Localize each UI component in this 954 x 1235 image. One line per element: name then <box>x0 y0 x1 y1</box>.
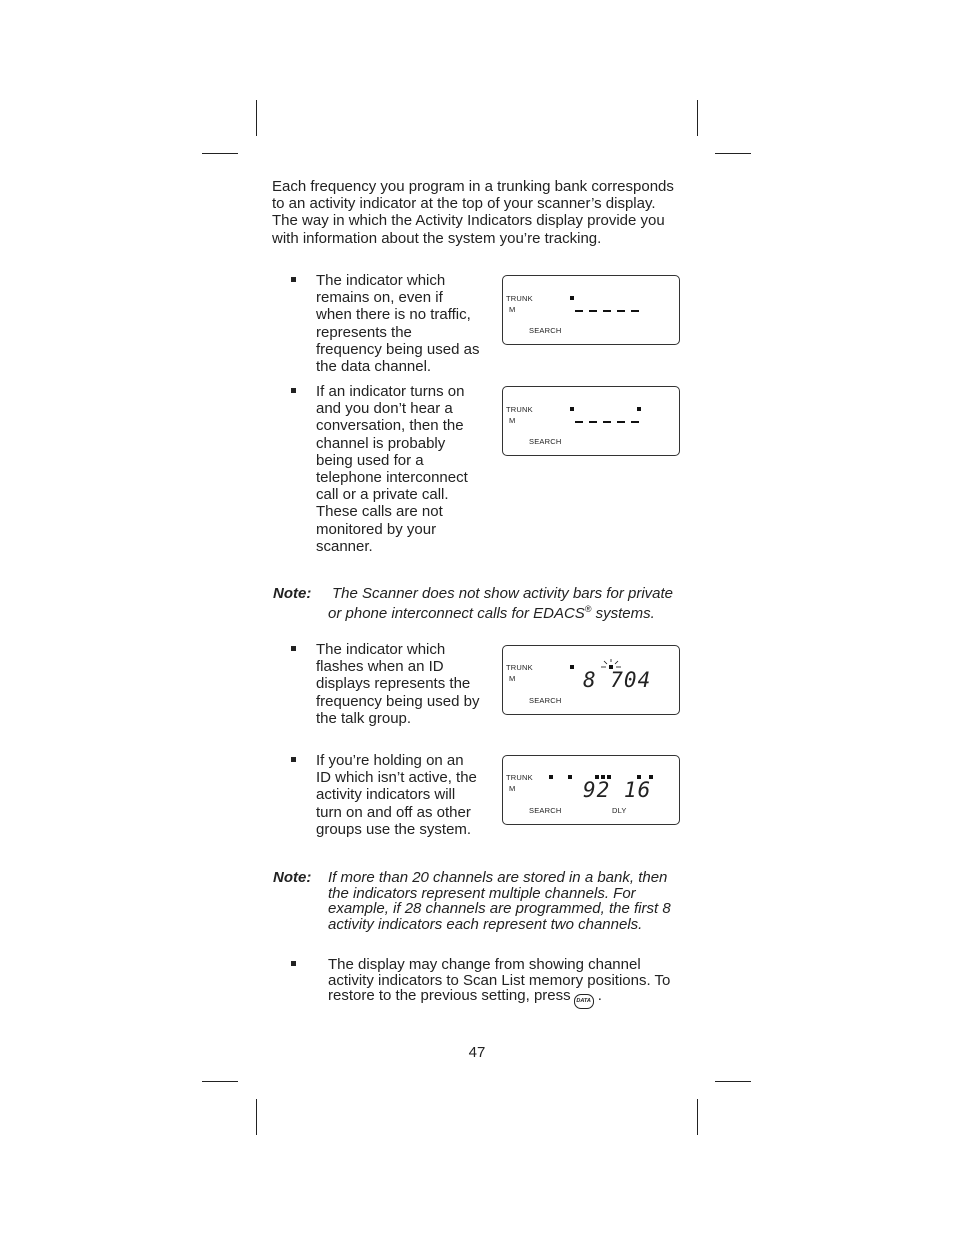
crop-mark <box>715 1081 751 1082</box>
note-label: Note: <box>273 585 312 602</box>
note-text-main: The Scanner does not show activity bars for private or phone interconnect calls for EDACS <box>328 585 674 622</box>
search-label: SEARCH <box>529 326 562 335</box>
bullet-marker <box>291 757 296 762</box>
bullet-marker <box>291 961 296 966</box>
registered-mark: ® <box>584 603 592 614</box>
crop-mark <box>697 1099 698 1135</box>
note-text <box>328 586 688 621</box>
bullet-marker <box>291 277 296 282</box>
note-channels <box>273 870 693 950</box>
crop-mark <box>697 100 698 136</box>
segment-dash <box>589 421 597 423</box>
activity-indicator <box>570 407 574 411</box>
bullet-marker <box>291 388 296 393</box>
search-label: SEARCH <box>529 437 562 446</box>
search-label: SEARCH <box>529 696 562 705</box>
activity-indicator <box>570 296 574 300</box>
lcd-id-digits: 92 16 <box>583 778 652 802</box>
trunk-label: TRUNK <box>506 663 533 672</box>
bullet-end-punct: . <box>597 987 602 1004</box>
activity-indicator <box>570 665 574 669</box>
delay-label: DLY <box>612 806 627 815</box>
segment-dash <box>617 310 625 312</box>
memory-label: M <box>509 305 516 314</box>
page-number: 47 <box>468 1044 486 1061</box>
note-text-end: systems. <box>591 604 655 622</box>
note-edacs <box>273 586 693 636</box>
segment-dash <box>617 421 625 423</box>
segment-dash <box>631 421 639 423</box>
segment-dash <box>575 310 583 312</box>
segment-dash <box>603 421 611 423</box>
intro-paragraph: Each frequency you program in a trunking bank corresponds to an activity indicator at the top of your scanner’s display. The way in which the Activity Indicators display provide you with information about the system you’re tracking. <box>272 178 674 247</box>
search-label: SEARCH <box>529 806 562 815</box>
segment-dash <box>575 421 583 423</box>
bullet-talk-group: The indicator which flashes when an ID displays represents the frequency being used by the talk group. <box>316 641 480 727</box>
bullet-holding-id: If you’re holding on an ID which isn’t active, the activity indicators will turn on and off as other groups use the system. <box>316 752 477 838</box>
bullet-scan-list <box>328 957 673 1009</box>
memory-label: M <box>509 416 516 425</box>
bullet-scan-list-text: The display may change from showing channel activity indicators to Scan List memory positions. To restore to the previous setting, press <box>328 956 671 1004</box>
trunk-label: TRUNK <box>506 773 533 782</box>
crop-mark <box>256 100 257 136</box>
crop-mark <box>715 153 751 154</box>
segment-dash <box>603 310 611 312</box>
lcd-display-talk-group <box>502 645 680 715</box>
trunk-label: TRUNK <box>506 405 533 414</box>
data-key-icon: DATA <box>574 994 594 1009</box>
memory-label: M <box>509 674 516 683</box>
activity-indicator <box>637 407 641 411</box>
crop-mark <box>256 1099 257 1135</box>
note-text: If more than 20 channels are stored in a bank, then the indicators represent multiple channels. For example, if 28 channels are programmed, the first 8 activity indicators each represent two channels. <box>328 869 671 933</box>
lcd-display-holding <box>502 755 680 825</box>
segment-dash <box>631 310 639 312</box>
bullet-data-channel: The indicator which remains on, even if when there is no traffic, represents the frequency being used as the data channel. <box>316 272 480 376</box>
lcd-display-private-call <box>502 386 680 456</box>
activity-indicator <box>549 775 553 779</box>
segment-dash <box>589 310 597 312</box>
lcd-id-digits: 8 704 <box>583 668 652 692</box>
lcd-display-data-channel <box>502 275 680 345</box>
crop-mark <box>202 153 238 154</box>
bullet-marker <box>291 646 296 651</box>
memory-label: M <box>509 784 516 793</box>
trunk-label: TRUNK <box>506 294 533 303</box>
note-label: Note: <box>273 869 312 886</box>
crop-mark <box>202 1081 238 1082</box>
activity-indicator <box>568 775 572 779</box>
bullet-private-call: If an indicator turns on and you don’t hear a conversation, then the channel is probably being used for a telephone interconnect call or a private call. These calls are not monitored by your scanner. <box>316 383 468 555</box>
